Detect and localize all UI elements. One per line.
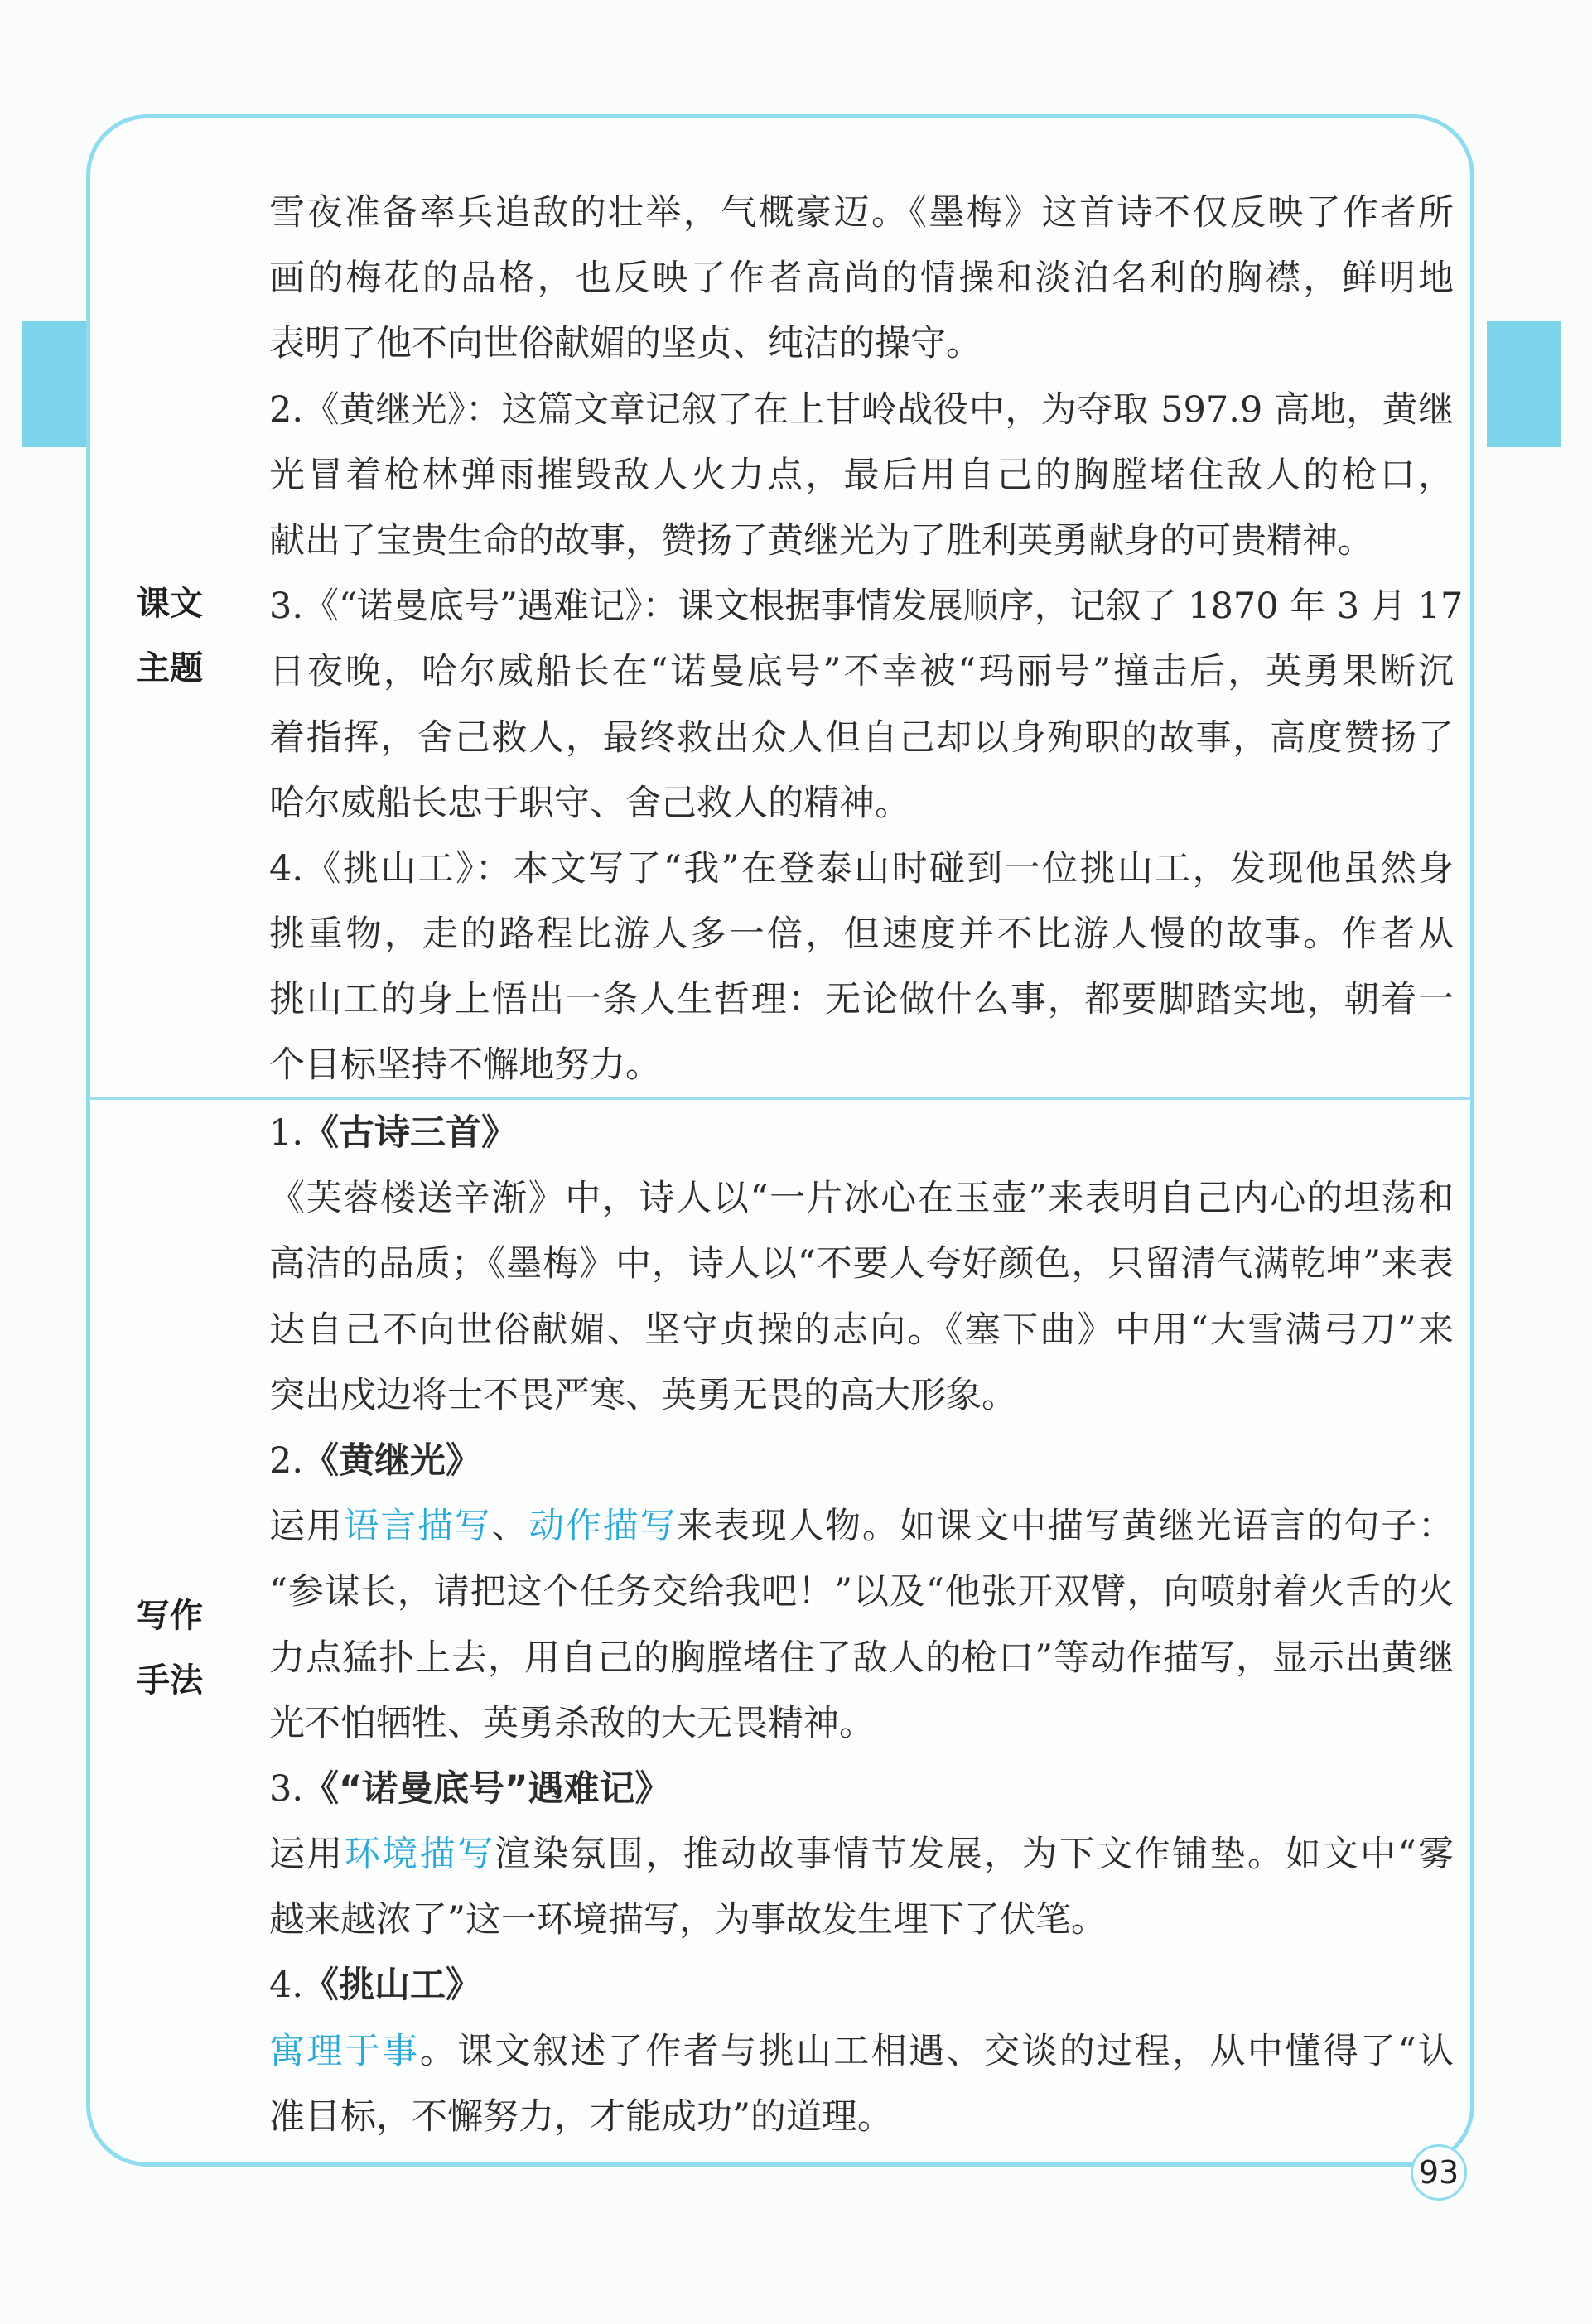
subheading: 3.《“诺曼底号”遇难记》 (269, 1767, 671, 1810)
text-line: 光不怕牺牲、英勇杀敌的大无畏精神。 (269, 1702, 875, 1744)
section-label-theme: 课文 主题 (137, 585, 203, 687)
section-technique-body (269, 1101, 1454, 2150)
text-line: 表明了他不向世俗献媚的坚贞、纯洁的操守。 (269, 323, 982, 365)
text-line: 准目标，不懈努力，才能成功”的道理。 (269, 2095, 893, 2138)
subheading: 4.《挑山工》 (269, 1965, 482, 2007)
text-line: 达自己不向世俗献媚、坚守贞操的志向。《塞下曲》中用“大雪满弓刀”来 (269, 1309, 1454, 1351)
text-line: 哈尔威船长忠于职守、舍己救人的精神。 (269, 782, 910, 824)
text-line: 3.《“诺曼底号”遇难记》：课文根据事情发展顺序，记叙了 1870 年 3 月 17 (269, 586, 1464, 628)
highlight-term: 动作描写 (528, 1506, 678, 1548)
text-line: 着指挥，舍己救人，最终救出众人但自己却以身殉职的故事，高度赞扬了 (269, 716, 1454, 759)
highlight-term: 寓理于事 (269, 2030, 420, 2072)
text-line: 高洁的品质；《墨梅》中，诗人以“不要人夸好颜色，只留清气满乾坤”来表 (269, 1243, 1454, 1285)
text-line: 挑山工的身上悟出一条人生哲理：无论做什么事，都要脚踏实地，朝着一 (269, 979, 1454, 1021)
page-number: 93 (1411, 2144, 1467, 2201)
text-line: 画的梅花的品格，也反映了作者高尚的情操和淡泊名利的胸襟，鲜明地 (269, 258, 1454, 300)
text-line: 突出戍边将士不畏严寒、英勇无畏的高大形象。 (269, 1374, 1017, 1416)
text-line: 个目标坚持不懈地努力。 (269, 1044, 661, 1087)
text-line: 力点猛扑上去，用自己的胸膛堵住了敌人的枪口”等动作描写，显示出黄继 (269, 1637, 1454, 1679)
text-line: 挑重物，走的路程比游人多一倍，但速度并不比游人慢的故事。作者从 (269, 914, 1454, 956)
section-label-technique: 写作 手法 (137, 1597, 203, 1700)
text-line: 《芙蓉楼送辛渐》中，诗人以“一片冰心在玉壶”来表明自己内心的坦荡和 (269, 1178, 1454, 1220)
text-line: 越来越浓了”这一环境描写，为事故发生埋下了伏笔。 (269, 1899, 1107, 1941)
section-theme-body (269, 181, 1464, 1099)
text-line: 2.《黄继光》：这篇文章记叙了在上甘岭战役中，为夺取 597.9 高地，黄继 (269, 388, 1454, 431)
highlight-term: 语言描写 (343, 1506, 492, 1548)
subheading: 1.《古诗三首》 (269, 1112, 518, 1154)
text-line: 献出了宝贵生命的故事，赞扬了黄继光为了胜利英勇献身的可贵精神。 (269, 519, 1373, 562)
text-line: 日夜晚，哈尔威船长在“诺曼底号”不幸被“玛丽号”撞击后，英勇果断沉 (269, 651, 1454, 693)
text-line: 雪夜准备率兵追敌的壮举，气概豪迈。《墨梅》这首诗不仅反映了作者所 (269, 192, 1454, 234)
text-line: 光冒着枪林弹雨摧毁敌人火力点，最后用自己的胸膛堵住敌人的枪口， (269, 454, 1454, 496)
side-tab-right (1487, 321, 1561, 447)
text-line: “参谋长，请把这个任务交给我吧！”以及“他张开双臂，向喷射着火舌的火 (269, 1571, 1454, 1613)
text-line: 寓理于事。课文叙述了作者与挑山工相遇、交谈的过程，从中懂得了“认 (269, 2030, 1455, 2072)
highlight-term: 环境描写 (344, 1834, 495, 1876)
text-line: 4.《挑山工》：本文写了“我”在登泰山时碰到一位挑山工，发现他虽然身 (269, 847, 1454, 890)
text-line: 运用语言描写、动作描写来表现人物。如课文中描写黄继光语言的句子： (269, 1506, 1455, 1548)
text-line: 运用环境描写渲染氛围，推动故事情节发展，为下文作铺垫。如文中“雾 (269, 1834, 1455, 1876)
side-tab-left (22, 321, 94, 447)
subheading: 2.《黄继光》 (269, 1439, 482, 1482)
